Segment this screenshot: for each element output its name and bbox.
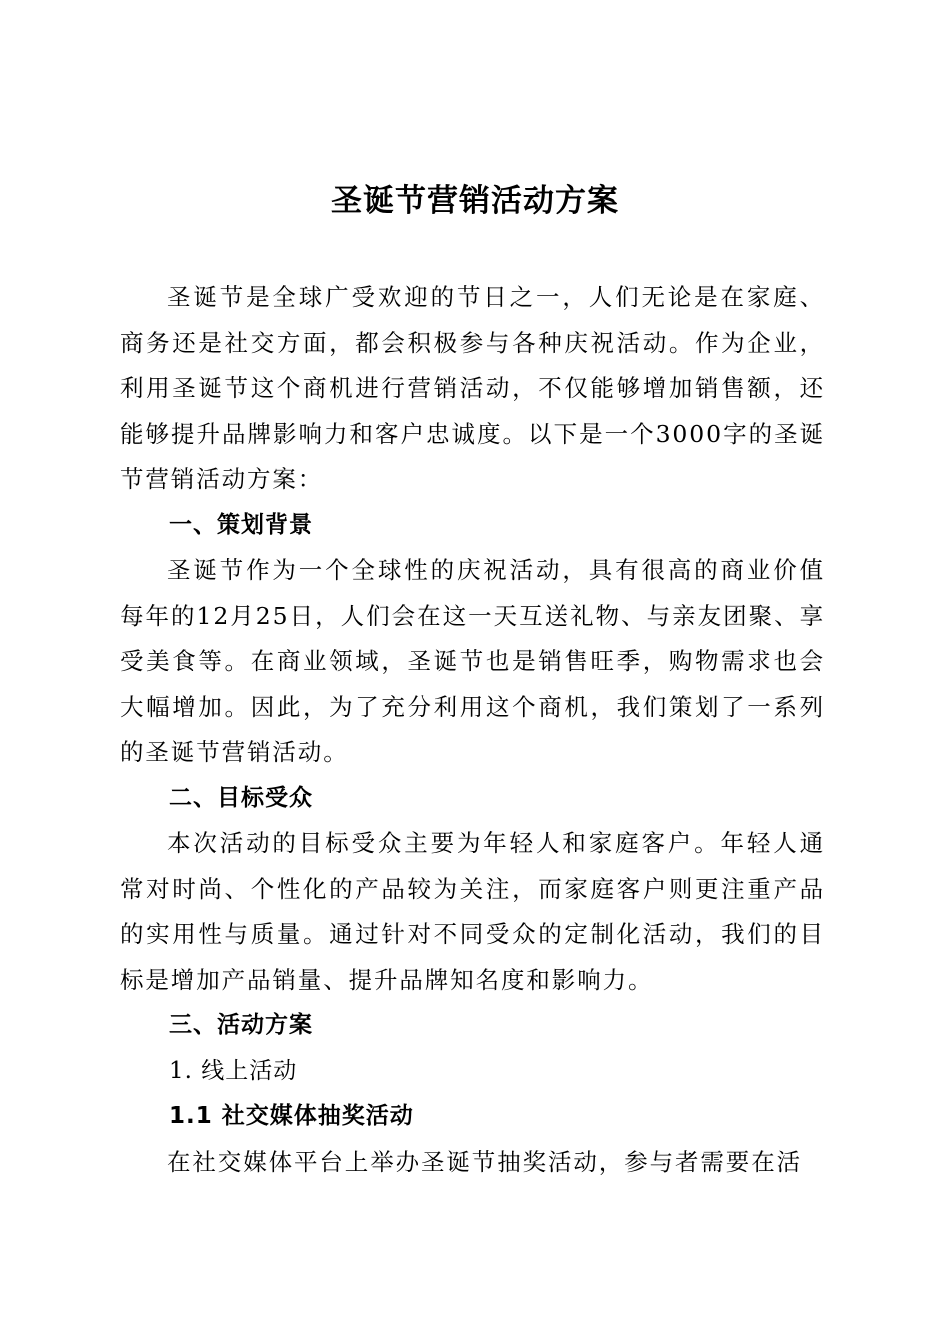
section-heading-plan: 三、活动方案	[169, 1012, 313, 1038]
section-heading-audience: 二、目标受众	[169, 784, 313, 811]
subheading-social-lottery: 1.1 社交媒体抽奖活动	[169, 1103, 414, 1129]
section-body-background: 圣诞节作为一个全球性的庆祝活动，具有很高的商业价值每年的12月25日，人们会在这一天互送礼物、与亲友团聚、享受美食等。在商业领域，圣诞节也是销售旺季，购物需求也会大幅增加。因此，为了充分利用这个商机，我们策划了一系列的圣诞节营销活动。	[120, 556, 825, 766]
document-title: 圣诞节营销活动方案	[331, 183, 619, 219]
section-body-plan: 在社交媒体平台上举办圣诞节抽奖活动，参与者需要在活	[167, 1147, 802, 1176]
section-heading-background: 一、策划背景	[169, 511, 313, 538]
subheading-online: 1. 线上活动	[169, 1057, 298, 1084]
document-body	[120, 275, 825, 1185]
intro-paragraph: 圣诞节是全球广受欢迎的节日之一，人们无论是在家庭、商务还是社交方面，都会积极参与各种庆祝活动。作为企业，利用圣诞节这个商机进行营销活动，不仅能够增加销售额，还能够提升品牌影响力和客户忠诚度。以下是一个3000字的圣诞节营销活动方案：	[120, 283, 825, 493]
section-body-audience: 本次活动的目标受众主要为年轻人和家庭客户。年轻人通常对时尚、个性化的产品较为关注，而家庭客户则更注重产品的实用性与质量。通过针对不同受众的定制化活动，我们的目标是增加产品销量、提升品牌知名度和影响力。	[120, 829, 825, 994]
